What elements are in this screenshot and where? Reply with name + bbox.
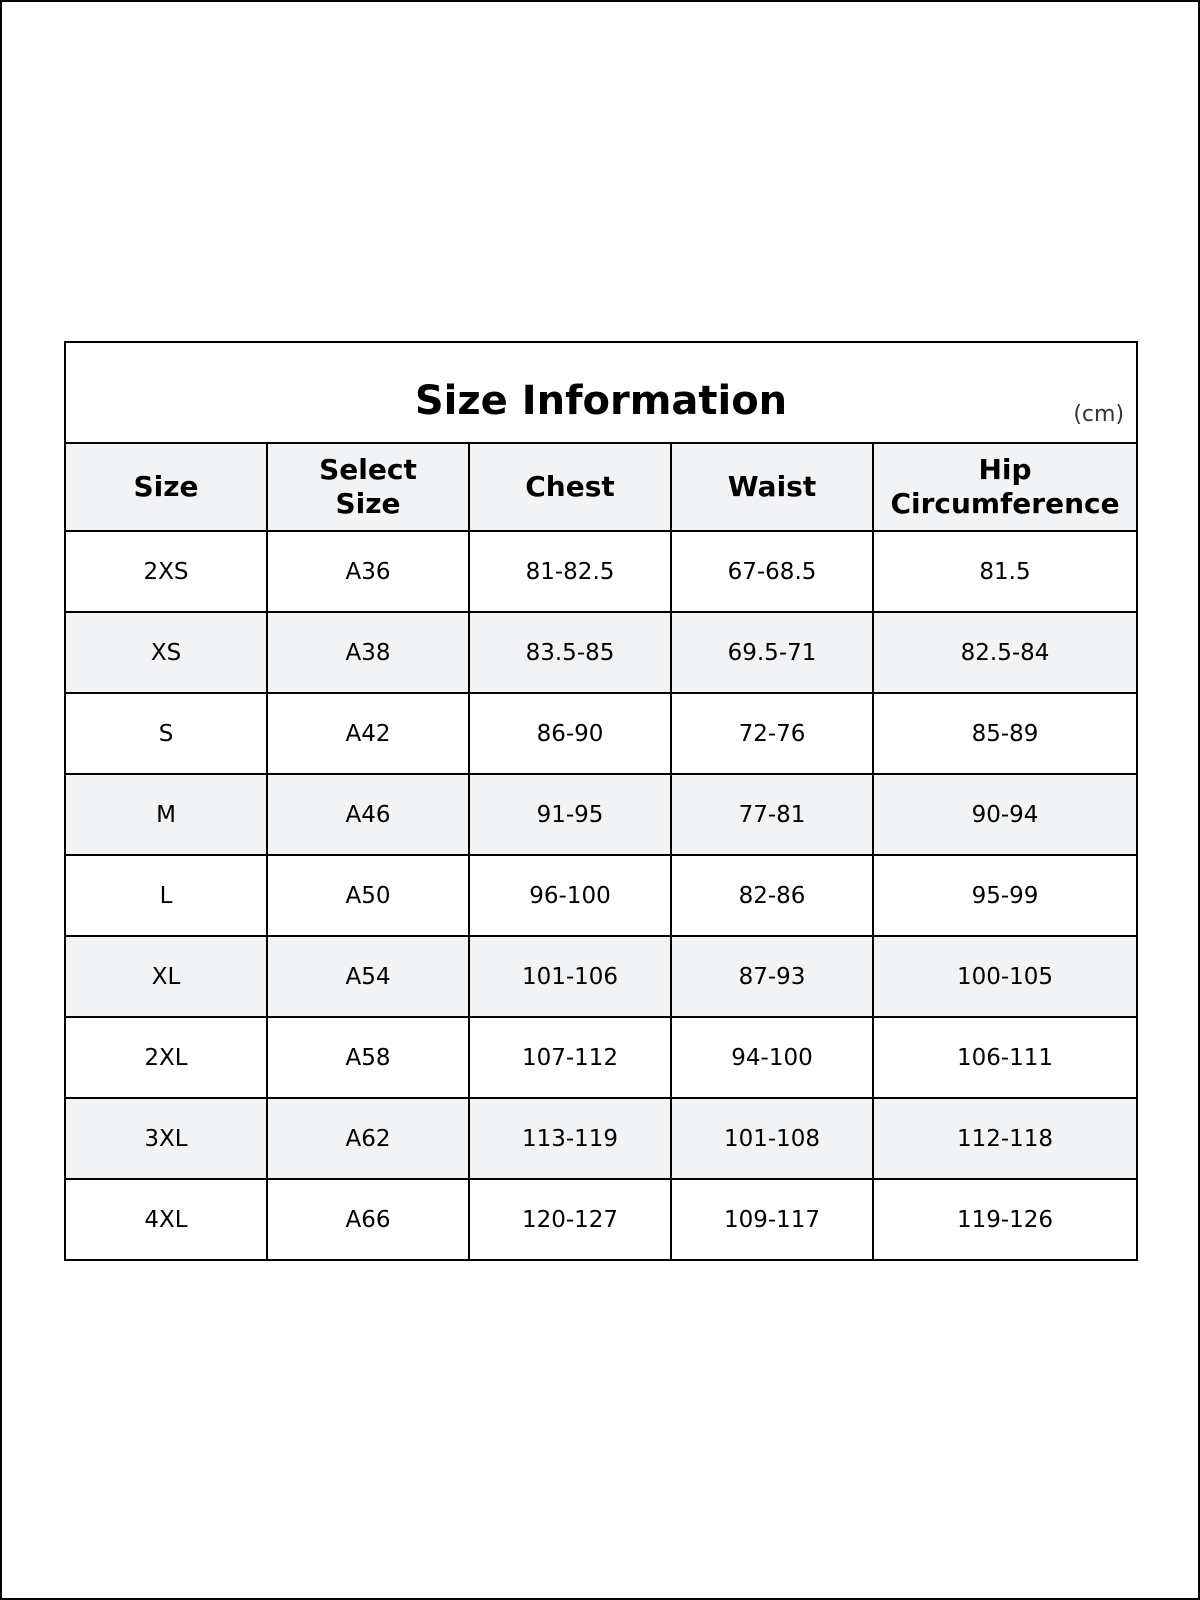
size-cell: XL: [65, 936, 267, 1017]
chest-cell: 120-127: [469, 1179, 671, 1260]
table-title: Size Information: [414, 378, 788, 424]
select-size-cell: A66: [267, 1179, 469, 1260]
hip-cell: 82.5-84: [873, 612, 1137, 693]
hip-cell: 119-126: [873, 1179, 1137, 1260]
select-size-cell: A58: [267, 1017, 469, 1098]
waist-cell: 101-108: [671, 1098, 873, 1179]
table-row: [65, 1017, 1137, 1098]
header-row: [65, 443, 1137, 531]
chest-cell: 83.5-85: [469, 612, 671, 693]
size-cell: L: [65, 855, 267, 936]
table-row: [65, 774, 1137, 855]
table-row: [65, 1098, 1137, 1179]
table-row: [65, 612, 1137, 693]
table-row: [65, 1179, 1137, 1260]
chest-cell: 101-106: [469, 936, 671, 1017]
select-size-cell: A62: [267, 1098, 469, 1179]
size-cell: S: [65, 693, 267, 774]
column-header-size: Size: [65, 443, 267, 531]
size-cell: 4XL: [65, 1179, 267, 1260]
waist-cell: 82-86: [671, 855, 873, 936]
chest-cell: 96-100: [469, 855, 671, 936]
select-size-cell: A54: [267, 936, 469, 1017]
table-row: [65, 855, 1137, 936]
table-row: [65, 936, 1137, 1017]
title-cell: [65, 342, 1137, 443]
select-size-cell: A38: [267, 612, 469, 693]
column-header-waist: Waist: [671, 443, 873, 531]
hip-cell: 90-94: [873, 774, 1137, 855]
hip-cell: 95-99: [873, 855, 1137, 936]
select-size-cell: A46: [267, 774, 469, 855]
size-cell: 2XL: [65, 1017, 267, 1098]
waist-cell: 77-81: [671, 774, 873, 855]
waist-cell: 94-100: [671, 1017, 873, 1098]
title-row: [65, 342, 1137, 443]
waist-cell: 109-117: [671, 1179, 873, 1260]
chest-cell: 91-95: [469, 774, 671, 855]
chest-cell: 86-90: [469, 693, 671, 774]
table-row: [65, 531, 1137, 612]
waist-cell: 87-93: [671, 936, 873, 1017]
hip-cell: 81.5: [873, 531, 1137, 612]
hip-cell: 112-118: [873, 1098, 1137, 1179]
column-header-hip-circumference: Hip Circumference: [873, 443, 1137, 531]
chest-cell: 81-82.5: [469, 531, 671, 612]
column-header-chest: Chest: [469, 443, 671, 531]
hip-cell: 100-105: [873, 936, 1137, 1017]
hip-cell: 106-111: [873, 1017, 1137, 1098]
chest-cell: 113-119: [469, 1098, 671, 1179]
size-cell: XS: [65, 612, 267, 693]
column-header-select-size: Select Size: [267, 443, 469, 531]
unit-label: (cm): [1073, 402, 1125, 427]
size-table: [64, 341, 1138, 1261]
size-cell: M: [65, 774, 267, 855]
waist-cell: 67-68.5: [671, 531, 873, 612]
size-cell: 2XS: [65, 531, 267, 612]
size-cell: 3XL: [65, 1098, 267, 1179]
hip-cell: 85-89: [873, 693, 1137, 774]
chest-cell: 107-112: [469, 1017, 671, 1098]
select-size-cell: A50: [267, 855, 469, 936]
select-size-cell: A42: [267, 693, 469, 774]
table-row: [65, 693, 1137, 774]
select-size-cell: A36: [267, 531, 469, 612]
waist-cell: 69.5-71: [671, 612, 873, 693]
waist-cell: 72-76: [671, 693, 873, 774]
